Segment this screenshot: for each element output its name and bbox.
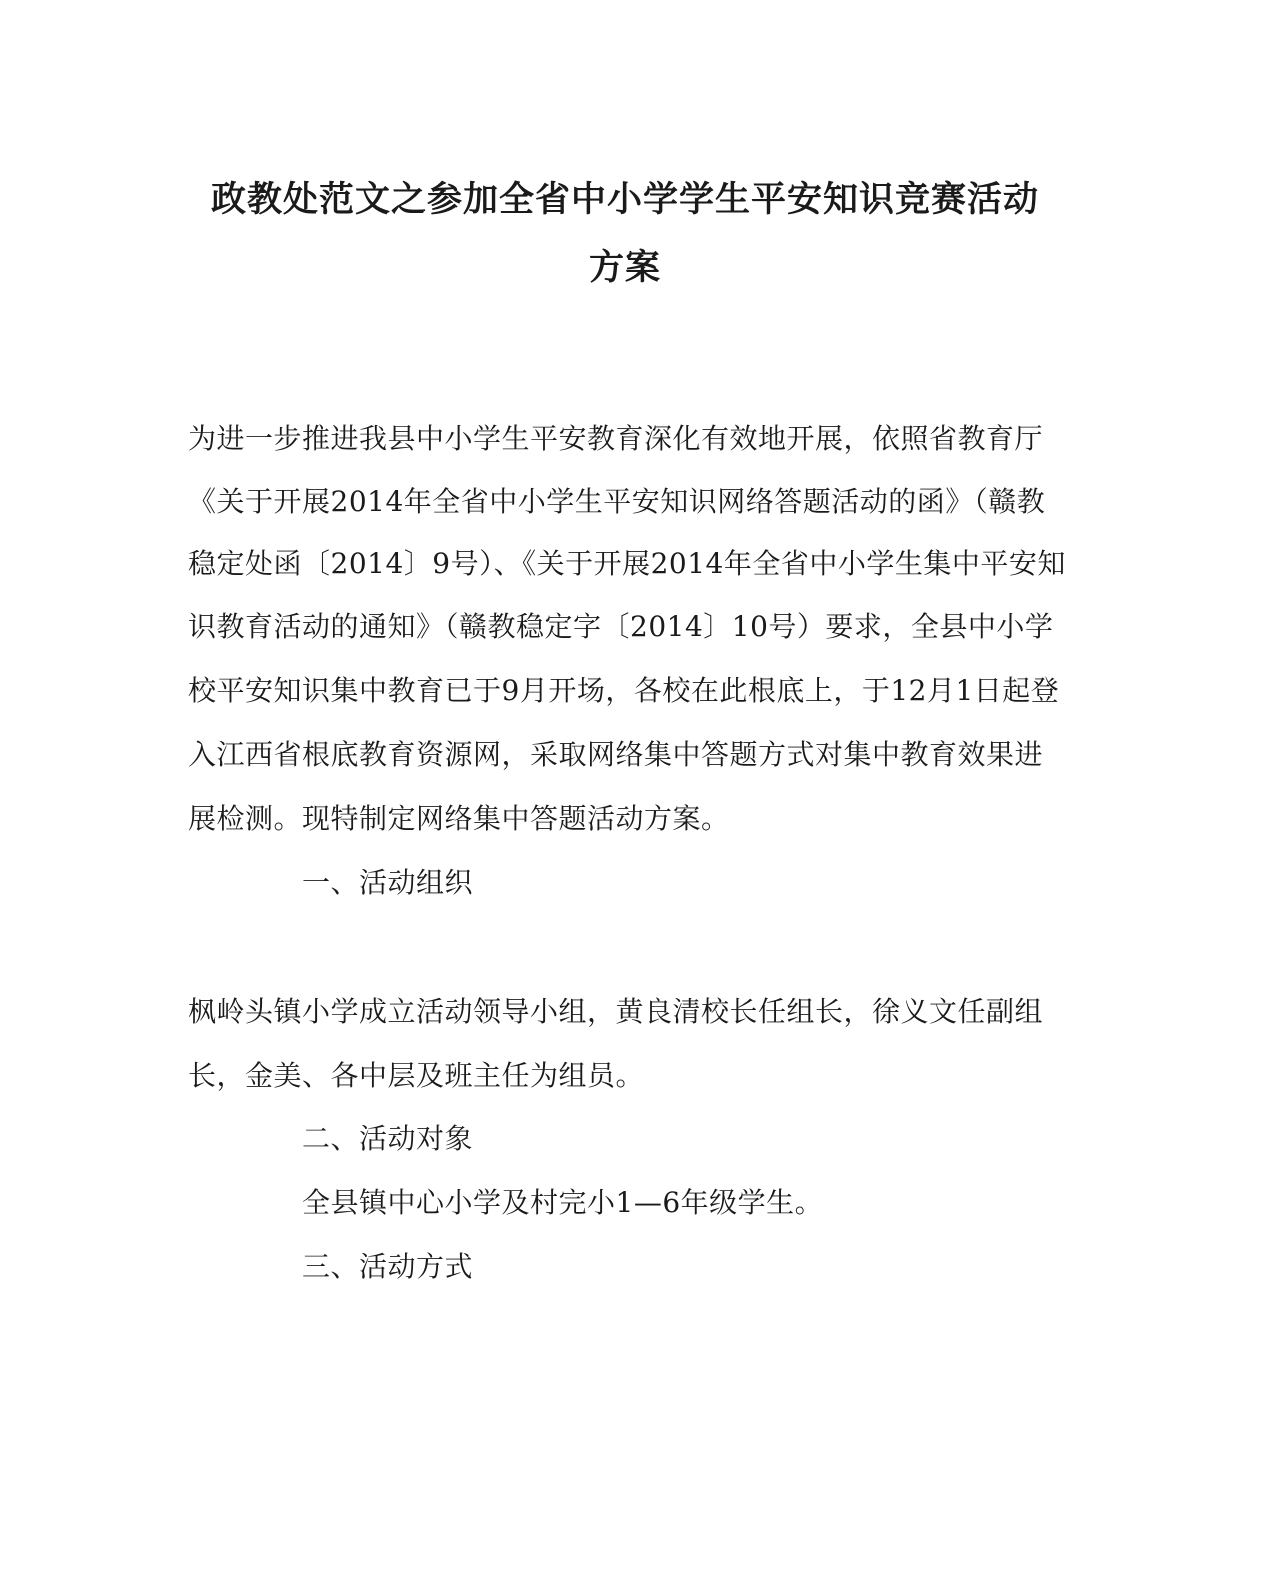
document-title-line-1: 政教处范文之参加全省中小学学生平安知识竞赛活动 <box>210 179 1039 220</box>
section-heading-target: 二、活动对象 <box>302 1122 474 1155</box>
intro-paragraph-line: 校平安知识集中教育已于9月开场，各校在此根底上，于12月1日起登 <box>188 674 1060 707</box>
intro-paragraph-line: 为进一步推进我县中小学生平安教育深化有效地开展，依照省教育厅 <box>188 422 1044 455</box>
intro-paragraph-line: 识教育活动的通知》（赣教稳定字〔2014〕10号）要求，全县中小学 <box>188 610 1054 643</box>
section-organization-line: 枫岭头镇小学成立活动领导小组，黄良清校长任组长，徐义文任副组 <box>188 995 1044 1028</box>
document-title-line-2: 方案 <box>588 247 661 288</box>
intro-paragraph-line: 入江西省根底教育资源网，采取网络集中答题方式对集中教育效果进 <box>188 738 1044 771</box>
section-target-text: 全县镇中心小学及村完小1—6年级学生。 <box>302 1186 824 1219</box>
intro-paragraph-line: 稳定处函〔2014〕9号）、《关于开展2014年全省中小学生集中平安知 <box>188 547 1066 580</box>
section-organization-line: 长，金美、各中层及班主任为组员。 <box>188 1059 645 1092</box>
section-heading-organization: 一、活动组织 <box>302 866 474 899</box>
section-heading-method: 三、活动方式 <box>302 1250 474 1283</box>
intro-paragraph-line: 展检测。现特制定网络集中答题活动方案。 <box>188 802 730 835</box>
intro-paragraph-line: 《关于开展2014年全省中小学生平安知识网络答题活动的函》（赣教 <box>188 485 1046 518</box>
